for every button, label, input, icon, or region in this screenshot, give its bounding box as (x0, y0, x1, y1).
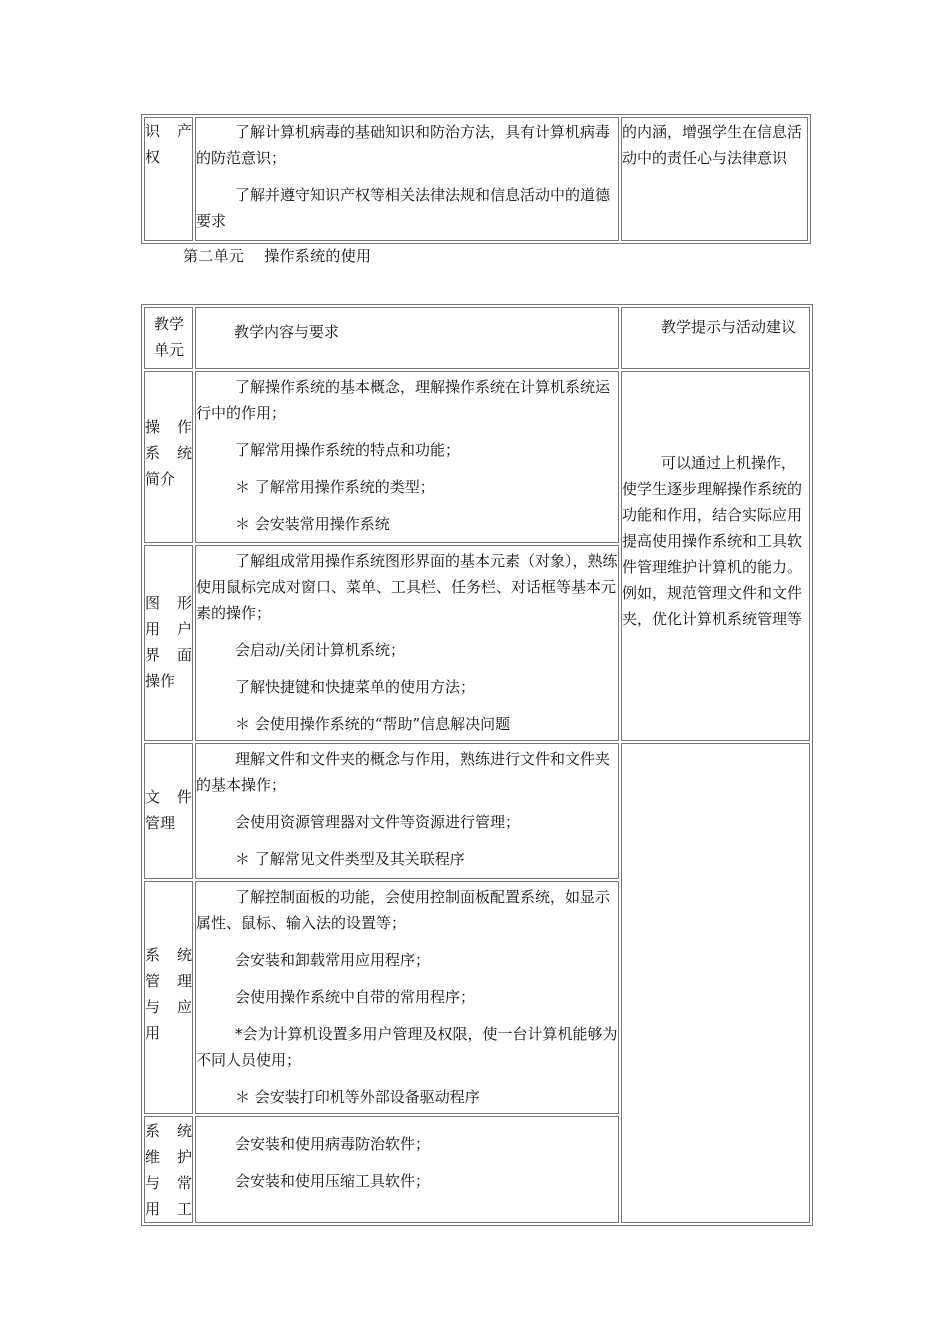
content-item: ＊ 会安装打印机等外部设备驱动程序 (235, 1088, 480, 1106)
content-item: 会启动/关闭计算机系统； (235, 641, 406, 659)
content-item: ＊ 会安装常用操作系统 (235, 515, 390, 533)
unit-name: 操作系统的使用 (264, 247, 372, 265)
content-item: 了解计算机病毒的基础知识和防治方法，具有计算机病毒的防范意识； (196, 123, 611, 167)
content-item: 会安装和使用压缩工具软件； (235, 1172, 431, 1190)
hint-text: 可以通过上机操作，使学生逐步理解操作系统的功能和作用，结合实际应用提高使用操作系统和工具软件管理维护计算机的能力。例如，规范管理文件和文件夹，优化计算机系统管理等 (622, 454, 803, 628)
content-item: *会为计算机设置多用户管理及权限，使一台计算机能够为不同人员使用； (196, 1025, 618, 1069)
table-row (144, 743, 810, 879)
curriculum-table-continued (141, 114, 811, 244)
unit-cell (144, 743, 193, 879)
hint-cell-empty (621, 743, 810, 1223)
unit-number: 第二单元 (183, 247, 245, 265)
content-cell (195, 743, 619, 879)
unit-line: 界 面 (145, 646, 192, 664)
content-item: ＊ 了解常见文件类型及其关联程序 (235, 850, 465, 868)
content-item: 了解并遵守知识产权等相关法律法规和信息活动中的道德要求 (196, 186, 611, 230)
unit-line: 识 产 (145, 122, 192, 140)
unit-line: 系 统 (145, 1122, 192, 1140)
unit-line: 图 形 (145, 594, 192, 612)
unit-title (183, 243, 371, 269)
content-item: 会安装和卸载常用应用程序； (235, 951, 431, 969)
unit-line: 操作 (145, 672, 176, 690)
unit-line: 简介 (145, 470, 176, 488)
hint-text: 的内涵，增强学生在信息活动中的责任心与法律意识 (622, 123, 803, 167)
unit-line: 权 (145, 148, 161, 166)
unit-cell (144, 371, 193, 543)
unit-line: 操 作 (145, 418, 192, 436)
content-cell (195, 117, 619, 241)
curriculum-table (141, 304, 813, 1226)
unit-line: 文 件 (145, 788, 192, 806)
header-hint: 教学提示与活动建议 (621, 307, 810, 369)
hint-cell (621, 371, 810, 741)
unit-line: 用 户 (145, 620, 192, 638)
header-row (144, 307, 810, 369)
hint-cell (621, 117, 808, 241)
content-item: 了解控制面板的功能，会使用控制面板配置系统，如显示属性、鼠标、输入法的设置等； (196, 888, 611, 932)
unit-cell (144, 1116, 193, 1223)
unit-line: 管 理 (145, 972, 192, 990)
unit-line: 用 工 (145, 1200, 192, 1218)
header-unit: 教学单元 (144, 307, 193, 369)
content-item: 了解组成常用操作系统图形界面的基本元素（对象），熟练使用鼠标完成对窗口、菜单、工具栏、任务栏、对话框等基本元素的操作； (196, 552, 618, 622)
content-item: 了解操作系统的基本概念，理解操作系统在计算机系统运行中的作用； (196, 378, 611, 422)
table-row (144, 371, 810, 543)
content-item: 理解文件和文件夹的概念与作用，熟练进行文件和文件夹的基本操作； (196, 750, 611, 794)
unit-line: 用 (145, 1024, 161, 1042)
content-cell (195, 881, 619, 1114)
unit-line: 系 统 (145, 946, 192, 964)
content-cell (195, 371, 619, 543)
content-item: ＊ 会使用操作系统的“帮助”信息解决问题 (235, 715, 511, 733)
table-row (144, 117, 808, 241)
unit-line: 与 常 (145, 1174, 192, 1192)
unit-cell (144, 117, 193, 241)
unit-line: 与 应 (145, 998, 192, 1016)
unit-line: 维 护 (145, 1148, 192, 1166)
content-item: 会安装和使用病毒防治软件； (235, 1135, 431, 1153)
content-item: 了解快捷键和快捷菜单的使用方法； (235, 678, 476, 696)
unit-cell (144, 881, 193, 1114)
content-item: 会使用操作系统中自带的常用程序； (235, 988, 476, 1006)
content-item: 会使用资源管理器对文件等资源进行管理； (235, 813, 521, 831)
content-cell (195, 1116, 619, 1223)
unit-cell (144, 545, 193, 741)
content-cell (195, 545, 619, 741)
header-content: 教学内容与要求 (195, 307, 619, 369)
content-item: ＊ 了解常用操作系统的类型； (235, 478, 435, 496)
unit-line: 管理 (145, 814, 176, 832)
content-item: 了解常用操作系统的特点和功能； (235, 441, 461, 459)
unit-line: 系 统 (145, 444, 192, 462)
